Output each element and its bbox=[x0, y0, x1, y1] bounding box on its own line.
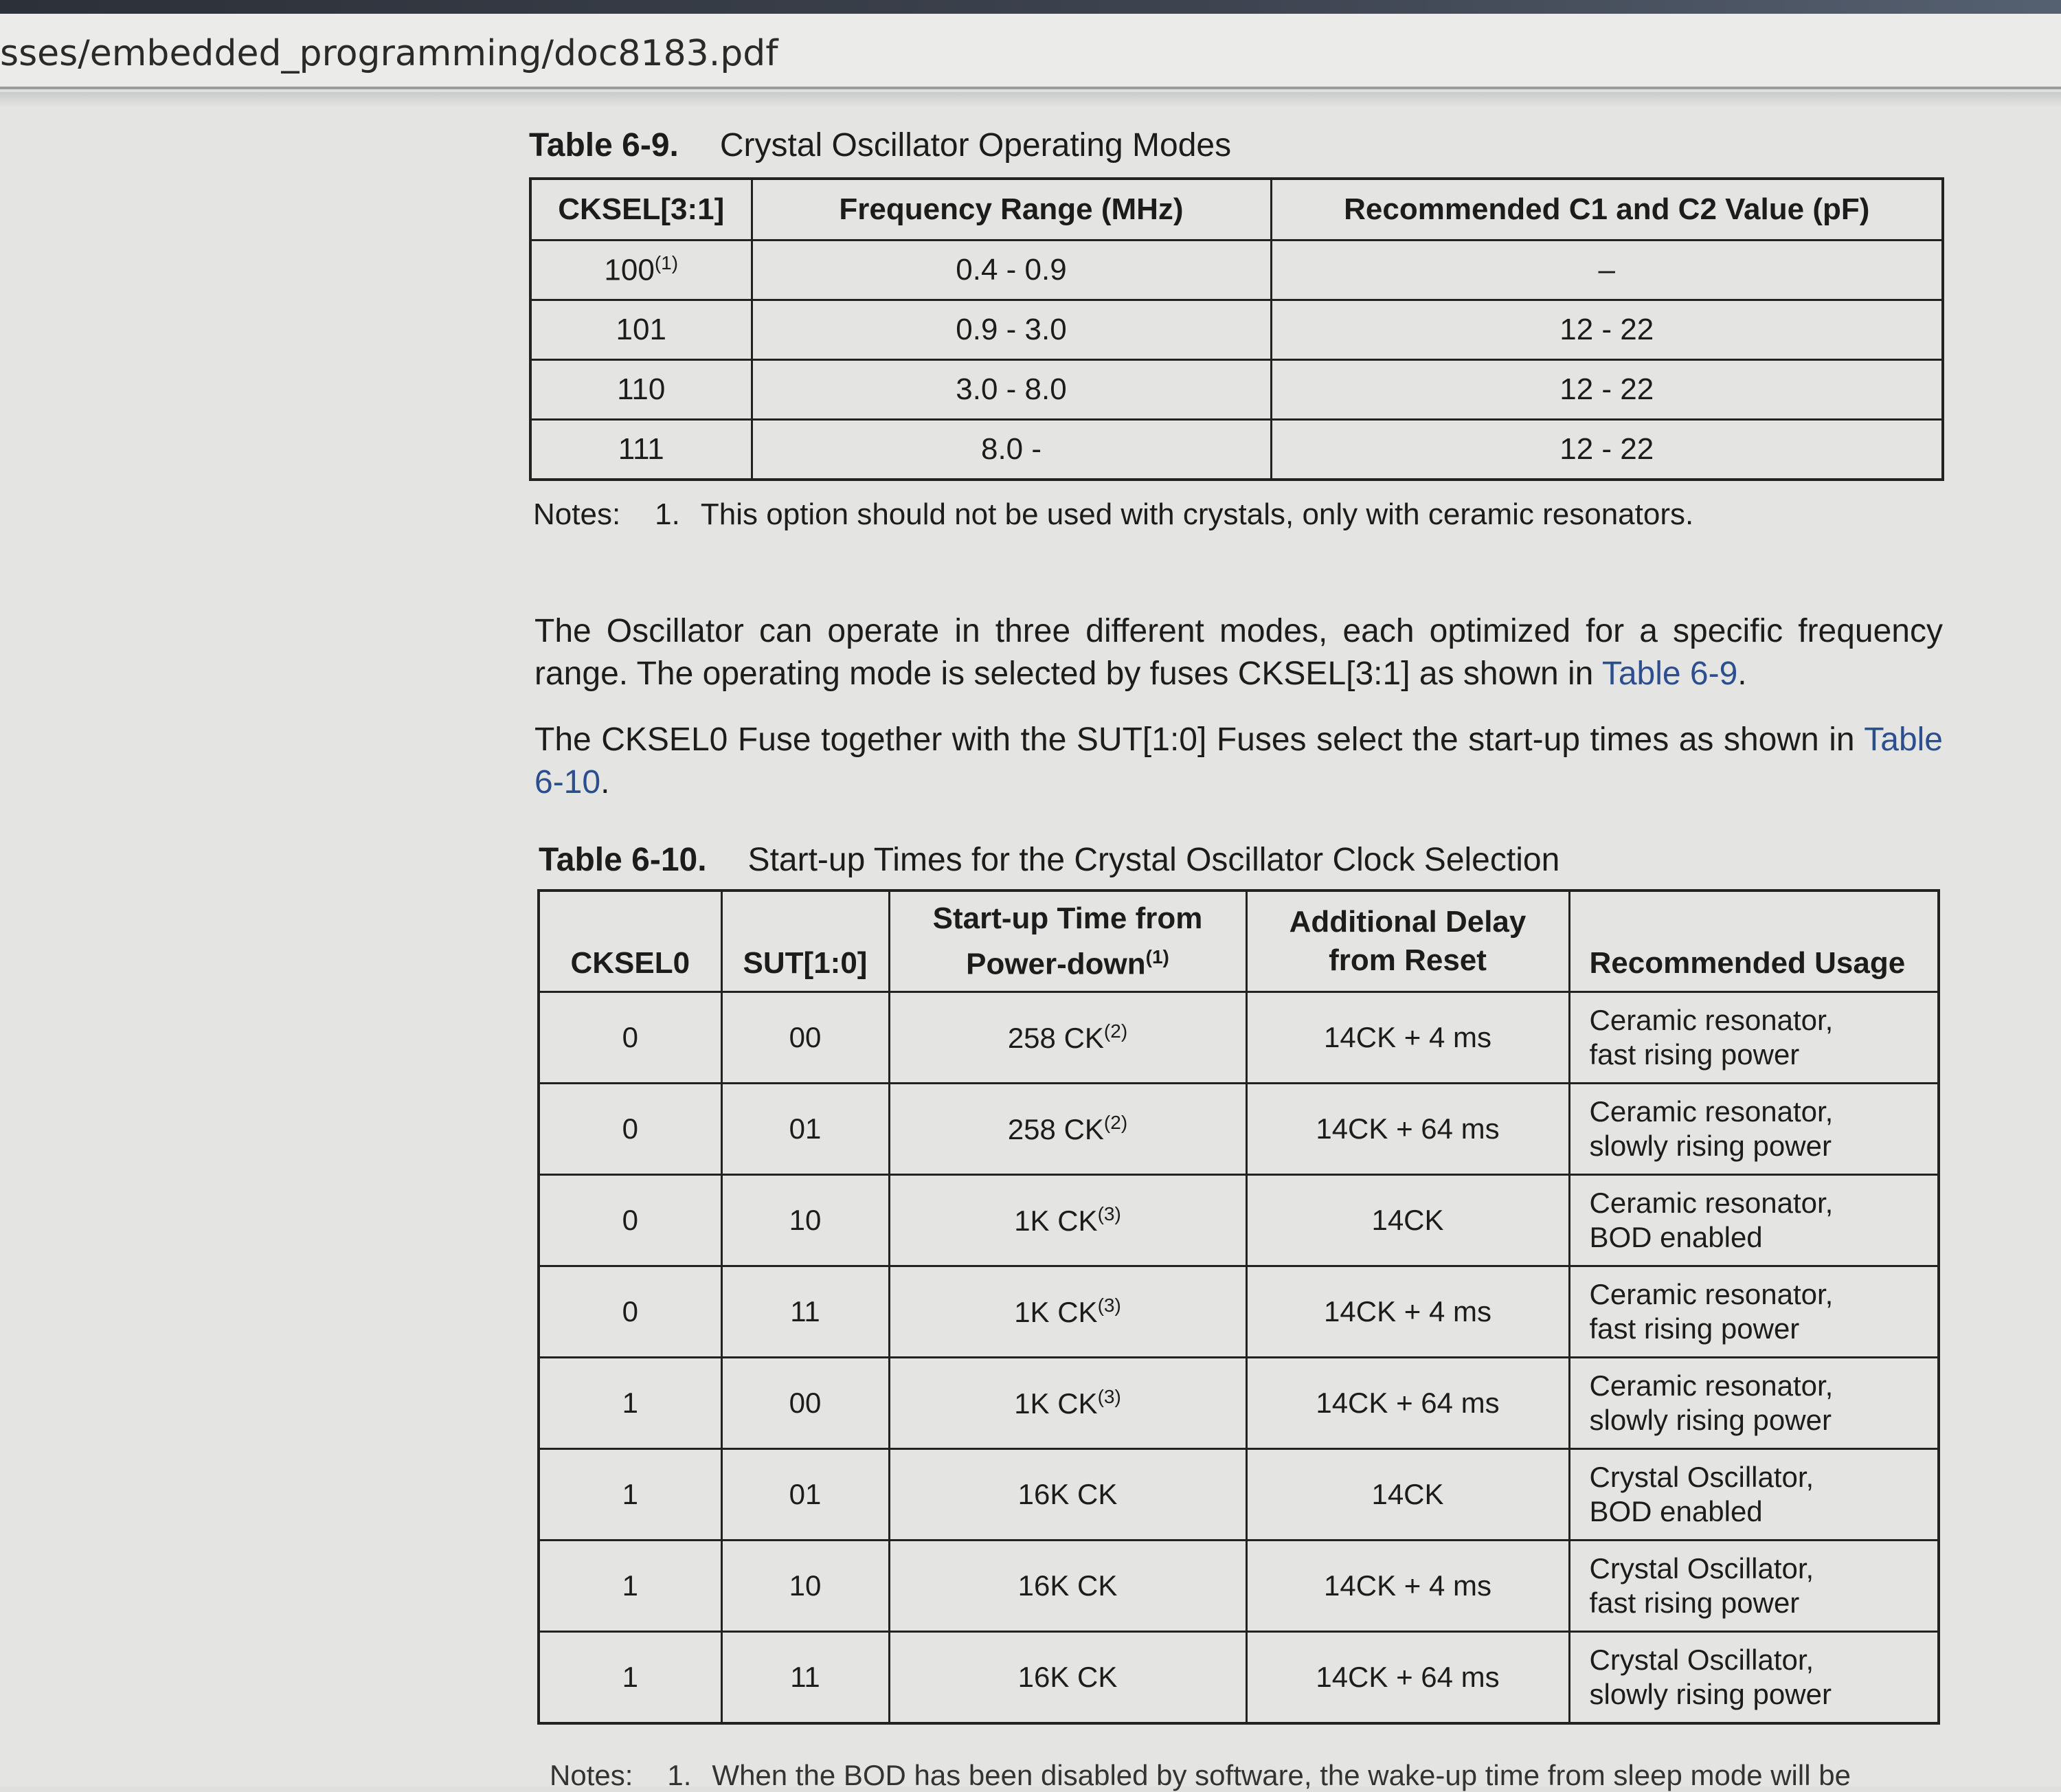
footnote-ref: (3) bbox=[1097, 1386, 1121, 1407]
table1-caption bbox=[529, 126, 1231, 164]
cell-cksel0: 0 bbox=[539, 1175, 721, 1266]
cell-startup bbox=[889, 1632, 1246, 1724]
table1-title: Crystal Oscillator Operating Modes bbox=[719, 127, 1232, 164]
cell-cksel0: 0 bbox=[539, 1266, 721, 1358]
cell-text: 110 bbox=[617, 372, 666, 406]
cell-cksel bbox=[530, 300, 752, 360]
cell-text: 111 bbox=[618, 432, 664, 466]
cell-frequency: 3.0 - 8.0 bbox=[752, 360, 1271, 420]
cell-sut: 11 bbox=[721, 1632, 889, 1724]
usage-line: slowly rising power bbox=[1589, 1130, 1832, 1162]
cell-delay: 14CK bbox=[1246, 1449, 1569, 1541]
table2-body bbox=[539, 992, 1939, 1724]
table1-header-row bbox=[530, 179, 1943, 240]
usage-line: Ceramic resonator, bbox=[1589, 1369, 1834, 1402]
cell-sut: 01 bbox=[721, 1084, 889, 1175]
cell-startup bbox=[889, 1084, 1246, 1175]
cell-startup bbox=[889, 992, 1246, 1084]
link-table-6-10[interactable]: Table 6-10 bbox=[534, 721, 1943, 800]
cell-delay: 14CK + 64 ms bbox=[1246, 1084, 1569, 1175]
table-row bbox=[539, 1084, 1939, 1175]
cell-sut: 10 bbox=[721, 1541, 889, 1632]
usage-line: BOD enabled bbox=[1589, 1495, 1763, 1527]
table-row bbox=[539, 992, 1939, 1084]
cell-usage bbox=[1569, 1358, 1939, 1449]
cell-usage bbox=[1569, 1084, 1939, 1175]
header-line: Power-down bbox=[966, 947, 1146, 981]
cell-startup bbox=[889, 1449, 1246, 1541]
cell-sut: 01 bbox=[721, 1449, 889, 1541]
usage-line: Crystal Oscillator, bbox=[1589, 1461, 1814, 1493]
paragraph-text: The CKSEL0 Fuse together with the SUT[1:0] Fuses select the start-up times as shown in bbox=[534, 721, 1865, 758]
header-line: Additional Delay bbox=[1289, 905, 1527, 939]
cell-text: 258 CK bbox=[1007, 1113, 1104, 1145]
usage-line: Ceramic resonator, bbox=[1589, 1095, 1834, 1128]
cell-usage bbox=[1569, 1449, 1939, 1541]
cell-delay: 14CK + 4 ms bbox=[1246, 1266, 1569, 1358]
cell-sut: 00 bbox=[721, 992, 889, 1084]
table-row bbox=[539, 1175, 1939, 1266]
table1-header-cksel: CKSEL[3:1] bbox=[530, 179, 752, 240]
usage-line: Ceramic resonator, bbox=[1589, 1187, 1834, 1219]
table-row bbox=[539, 1358, 1939, 1449]
usage-line: Ceramic resonator, bbox=[1589, 1278, 1834, 1310]
usage-line: Ceramic resonator, bbox=[1589, 1004, 1834, 1036]
cell-text: 100 bbox=[604, 253, 655, 287]
crystal-modes-table bbox=[529, 177, 1944, 481]
table1-notes bbox=[533, 497, 1693, 532]
note-number: 1. bbox=[655, 497, 680, 531]
table-row bbox=[530, 240, 1943, 300]
cell-startup bbox=[889, 1266, 1246, 1358]
usage-line: slowly rising power bbox=[1589, 1404, 1832, 1436]
table-row bbox=[539, 1449, 1939, 1541]
cell-cksel0: 1 bbox=[539, 1632, 721, 1724]
cell-capacitor: 12 - 22 bbox=[1271, 360, 1943, 420]
cell-frequency: 0.4 - 0.9 bbox=[752, 240, 1271, 300]
cell-cksel0: 1 bbox=[539, 1449, 721, 1541]
cell-capacitor: 12 - 22 bbox=[1271, 300, 1943, 360]
notes-label: Notes: bbox=[533, 497, 621, 531]
cell-delay: 14CK bbox=[1246, 1175, 1569, 1266]
page-edge-shadow bbox=[0, 92, 2061, 107]
cell-frequency: 0.9 - 3.0 bbox=[752, 300, 1271, 360]
table-row bbox=[530, 360, 1943, 420]
cell-cksel bbox=[530, 360, 752, 420]
table2-header-delay bbox=[1246, 891, 1569, 992]
cell-text: 1K CK bbox=[1014, 1387, 1098, 1420]
cell-frequency: 8.0 - bbox=[752, 420, 1271, 480]
cell-cksel bbox=[530, 240, 752, 300]
cell-startup bbox=[889, 1175, 1246, 1266]
cell-usage bbox=[1569, 1541, 1939, 1632]
link-table-6-9[interactable]: Table 6-9 bbox=[1601, 656, 1738, 692]
note-text: This option should not be used with crystals, only with ceramic resonators. bbox=[700, 497, 1694, 531]
cell-text: 16K CK bbox=[1017, 1478, 1118, 1510]
note-text: When the BOD has been disabled by software, the wake-up time from sleep mode will be bbox=[712, 1759, 1851, 1791]
table2-title: Start-up Times for the Crystal Oscillator Clock Selection bbox=[747, 842, 1560, 878]
startup-times-table bbox=[537, 889, 1940, 1725]
cell-text: 16K CK bbox=[1017, 1661, 1118, 1693]
footnote-ref: (2) bbox=[1103, 1112, 1128, 1133]
paragraph-text: The Oscillator can operate in three different modes, each optimized for a specific frequency range. The operating mode is selected by fuses CKSEL[3:1] as shown in bbox=[534, 613, 1943, 692]
cell-text: 1K CK bbox=[1014, 1205, 1098, 1237]
cell-cksel bbox=[530, 420, 752, 480]
address-bar[interactable] bbox=[0, 14, 2061, 89]
table2-header-sut: SUT[1:0] bbox=[721, 891, 889, 992]
table1-header-capacitor: Recommended C1 and C2 Value (pF) bbox=[1271, 179, 1943, 240]
cell-usage bbox=[1569, 1266, 1939, 1358]
notes-label: Notes: bbox=[550, 1759, 633, 1791]
usage-line: fast rising power bbox=[1589, 1038, 1800, 1071]
cell-startup bbox=[889, 1541, 1246, 1632]
table1-body bbox=[530, 240, 1943, 480]
cell-sut: 11 bbox=[721, 1266, 889, 1358]
usage-line: Crystal Oscillator, bbox=[1589, 1644, 1814, 1676]
table2-caption bbox=[539, 841, 1559, 879]
table-row bbox=[539, 1541, 1939, 1632]
url-text[interactable]: sses/embedded_programming/doc8183.pdf bbox=[0, 33, 778, 74]
table2-header-usage: Recommended Usage bbox=[1569, 891, 1939, 992]
cell-delay: 14CK + 4 ms bbox=[1246, 1541, 1569, 1632]
usage-line: fast rising power bbox=[1589, 1312, 1800, 1345]
cell-cksel0: 0 bbox=[539, 1084, 721, 1175]
usage-line: fast rising power bbox=[1589, 1587, 1800, 1619]
cell-delay: 14CK + 64 ms bbox=[1246, 1632, 1569, 1724]
cell-usage bbox=[1569, 1175, 1939, 1266]
usage-line: Crystal Oscillator, bbox=[1589, 1552, 1814, 1584]
cell-text: 16K CK bbox=[1017, 1569, 1118, 1602]
paragraph-end: . bbox=[1737, 656, 1747, 692]
table2-number: Table 6-10. bbox=[539, 842, 707, 878]
table2-header-startup bbox=[889, 891, 1246, 992]
usage-line: BOD enabled bbox=[1589, 1221, 1763, 1253]
table-row bbox=[539, 1266, 1939, 1358]
cell-sut: 10 bbox=[721, 1175, 889, 1266]
table1-number: Table 6-9. bbox=[529, 127, 679, 164]
cell-usage bbox=[1569, 992, 1939, 1084]
table-row bbox=[530, 420, 1943, 480]
table2-header-cksel0: CKSEL0 bbox=[539, 891, 721, 992]
cell-capacitor: – bbox=[1271, 240, 1943, 300]
paragraph-oscillator-modes bbox=[534, 610, 1943, 695]
cell-cksel0: 1 bbox=[539, 1541, 721, 1632]
cell-text: 258 CK bbox=[1007, 1022, 1104, 1054]
cell-text: 1K CK bbox=[1014, 1296, 1098, 1328]
footnote-ref: (1) bbox=[1145, 945, 1169, 967]
cell-cksel0: 0 bbox=[539, 992, 721, 1084]
footnote-ref: (1) bbox=[654, 252, 679, 274]
cell-startup bbox=[889, 1358, 1246, 1449]
table2-notes bbox=[550, 1759, 1851, 1792]
usage-line: slowly rising power bbox=[1589, 1678, 1832, 1710]
window-top-strip bbox=[0, 0, 2061, 14]
cell-capacitor: 12 - 22 bbox=[1271, 420, 1943, 480]
cell-text: 101 bbox=[616, 313, 666, 346]
header-line: from Reset bbox=[1329, 943, 1487, 977]
table1-header-frequency: Frequency Range (MHz) bbox=[752, 179, 1271, 240]
footnote-ref: (3) bbox=[1097, 1295, 1121, 1316]
header-line: Start-up Time from bbox=[932, 901, 1203, 935]
cell-cksel0: 1 bbox=[539, 1358, 721, 1449]
table2-header-row bbox=[539, 891, 1939, 992]
cell-sut: 00 bbox=[721, 1358, 889, 1449]
paragraph-end: . bbox=[600, 764, 610, 800]
cell-delay: 14CK + 4 ms bbox=[1246, 992, 1569, 1084]
pdf-viewer[interactable] bbox=[0, 92, 2061, 1791]
cell-delay: 14CK + 64 ms bbox=[1246, 1358, 1569, 1449]
note-number: 1. bbox=[667, 1759, 692, 1791]
footnote-ref: (2) bbox=[1103, 1020, 1128, 1042]
table-row bbox=[539, 1632, 1939, 1724]
footnote-ref: (3) bbox=[1097, 1203, 1121, 1224]
paragraph-startup-times bbox=[534, 719, 1943, 804]
cell-usage bbox=[1569, 1632, 1939, 1724]
table-row bbox=[530, 300, 1943, 360]
